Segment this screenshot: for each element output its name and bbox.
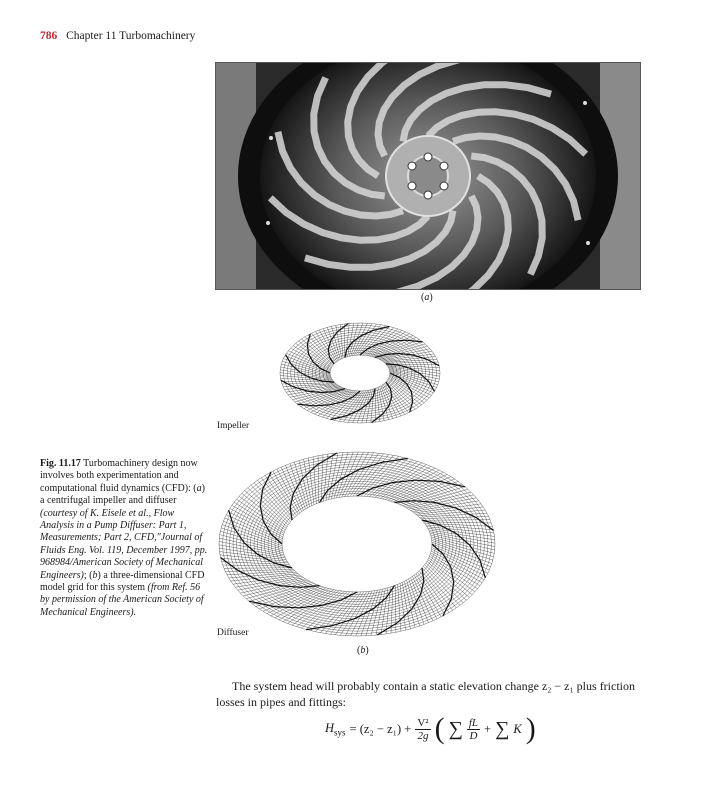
impeller-cfd-grid <box>275 318 445 433</box>
impeller-label: Impeller <box>217 421 250 431</box>
page-header <box>40 30 195 42</box>
diffuser-cfd-grid <box>215 448 500 643</box>
diffuser-label: Diffuser <box>217 628 249 638</box>
figure-label-b: (b) <box>357 645 369 656</box>
figure-label-a: (a) <box>421 292 433 303</box>
chapter-title: Chapter 11 Turbomachinery <box>66 30 196 42</box>
page-number: 786 <box>40 30 58 42</box>
system-head-equation: $H_{sys}$ = (z₂ − z₁) + $\frac{\text{V²}}{2g}$ ( ∑ $\frac{fL}{D}$ + ∑ K ) <box>325 712 536 745</box>
impeller-photo <box>215 62 641 290</box>
body-paragraph: The system head will probably contain a static elevation change z₂ − z₁ plus friction losses in pipes and fittings: <box>216 679 636 709</box>
figure-caption: Fig. 11.17 Turbomachinery design now involves both experimentation and computational fluid dynamics (CFD): (a) a centrifugal impeller and diffuser (courtesy of K. Eisele et al., Flow Analysis in a Pump Diffuser: Part 1, Measurements; Part 2, CFD,"Journal of Fluids Eng. Vol. 119, December 1997, pp. 968984/American Society of Mechanical Engineers); (b) a three-dimensional CFD model grid for this system (from Ref. 56 by permission of the American Society of Mechanical Engineers). <box>40 458 208 618</box>
figure-number: Fig. 11.17 <box>40 458 81 469</box>
